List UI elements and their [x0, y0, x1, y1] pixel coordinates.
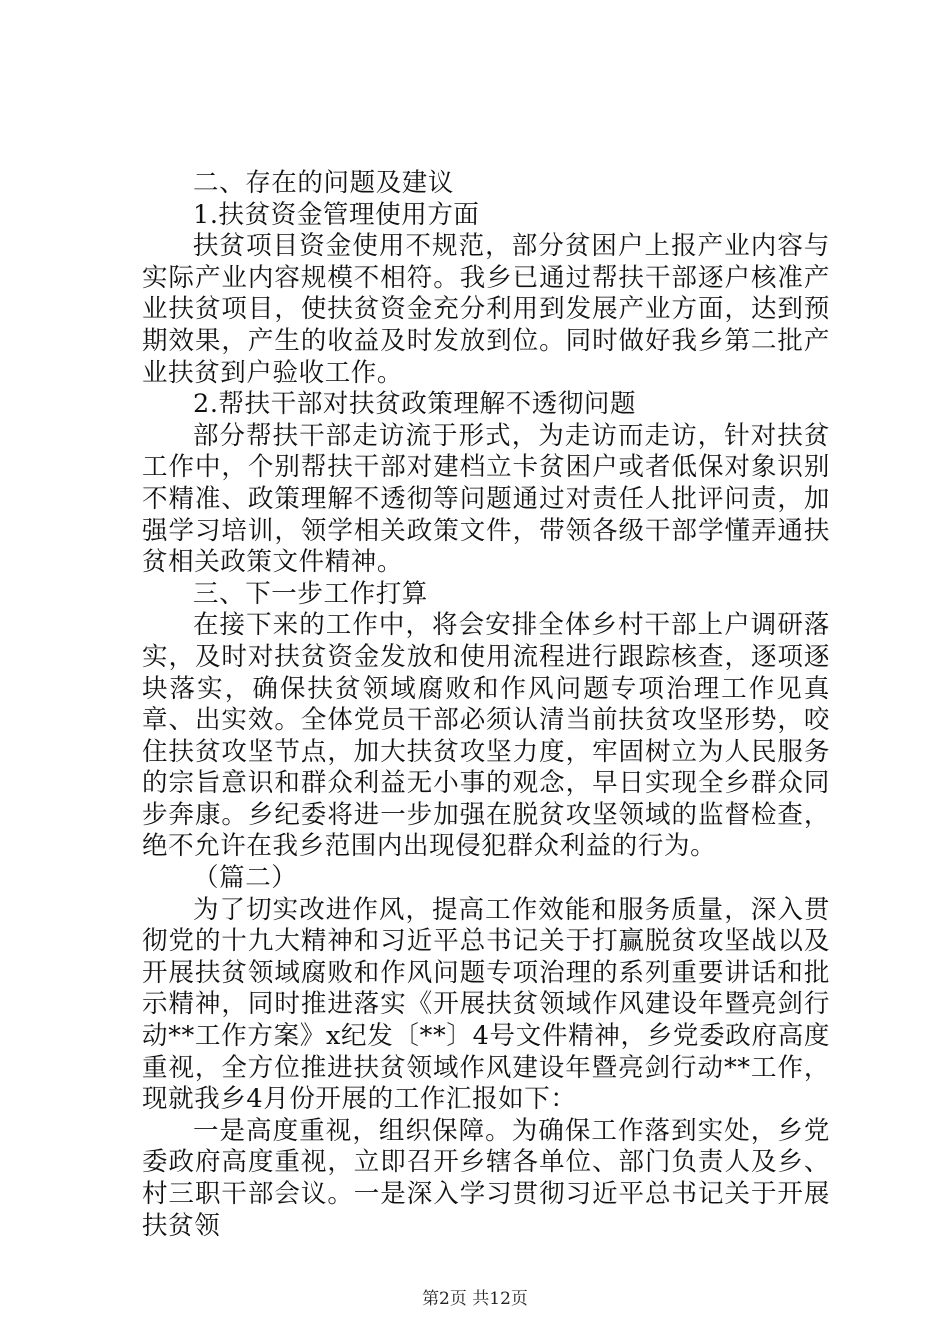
- subheading-policy-understanding: 2.帮扶干部对扶贫政策理解不透彻问题: [193, 389, 637, 420]
- paragraph-part-two-first-point: 一是高度重视，组织保障。为确保工作落到实处，乡党委政府高度重视，立即召开乡辖各单位、部门负责人及乡、村三职干部会议。一是深入学习贯彻习近平总书记关于开展扶贫领: [142, 1115, 830, 1241]
- page-footer: 第2页 共12页: [422, 1289, 528, 1309]
- subheading-fund-management: 1.扶贫资金管理使用方面: [193, 199, 480, 230]
- section-heading-next-steps: 三、下一步工作打算: [193, 578, 428, 609]
- paragraph-policy-understanding: 部分帮扶干部走访流于形式，为走访而走访，针对扶贫工作中，个别帮扶干部对建档立卡贫困户或者低保对象识别不精准、政策理解不透彻等问题通过对责任人批评问责，加强学习培训，领学相关政策文件，带领各级干部学懂弄通扶贫相关政策文件精神。: [142, 420, 830, 578]
- section-heading-problems: 二、存在的问题及建议: [193, 168, 455, 198]
- paragraph-fund-management: 扶贫项目资金使用不规范，部分贫困户上报产业内容与实际产业内容规模不相符。我乡已通过帮扶干部逐户核准产业扶贫项目，使扶贫资金充分利用到发展产业方面，达到预期效果，产生的收益及时发放到位。同时做好我乡第二批产业扶贫到户验收工作。: [142, 231, 830, 388]
- paragraph-next-steps: 在接下来的工作中，将会安排全体乡村干部上户调研落实，及时对扶贫资金发放和使用流程进行跟踪核查，逐项逐块落实，确保扶贫领域腐败和作风问题专项治理工作见真章、出实效。全体党员干部必须认清当前扶贫攻坚形势，咬住扶贫攻坚节点，加大扶贫攻坚力度，牢固树立为人民服务的宗旨意识和群众利益无小事的观念，早日实现全乡群众同步奔康。乡纪委将进一步加强在脱贫攻坚领域的监督检查，绝不允许在我乡范围内出现侵犯群众利益的行为。: [142, 610, 830, 862]
- section-heading-part-two: （篇二）: [193, 863, 298, 894]
- document-body: [142, 168, 830, 1242]
- paragraph-part-two-intro: 为了切实改进作风，提高工作效能和服务质量，深入贯彻党的十九大精神和习近平总书记关于打赢脱贫攻坚战以及开展扶贫领域腐败和作风问题专项治理的系列重要讲话和批示精神，同时推进落实《开展扶贫领域作风建设年暨亮剑行动**工作方案》x纪发〔**〕4号文件精神，乡党委政府高度重视，全方位推进扶贫领域作风建设年暨亮剑行动**工作，现就我乡4月份开展的工作汇报如下：: [142, 894, 830, 1115]
